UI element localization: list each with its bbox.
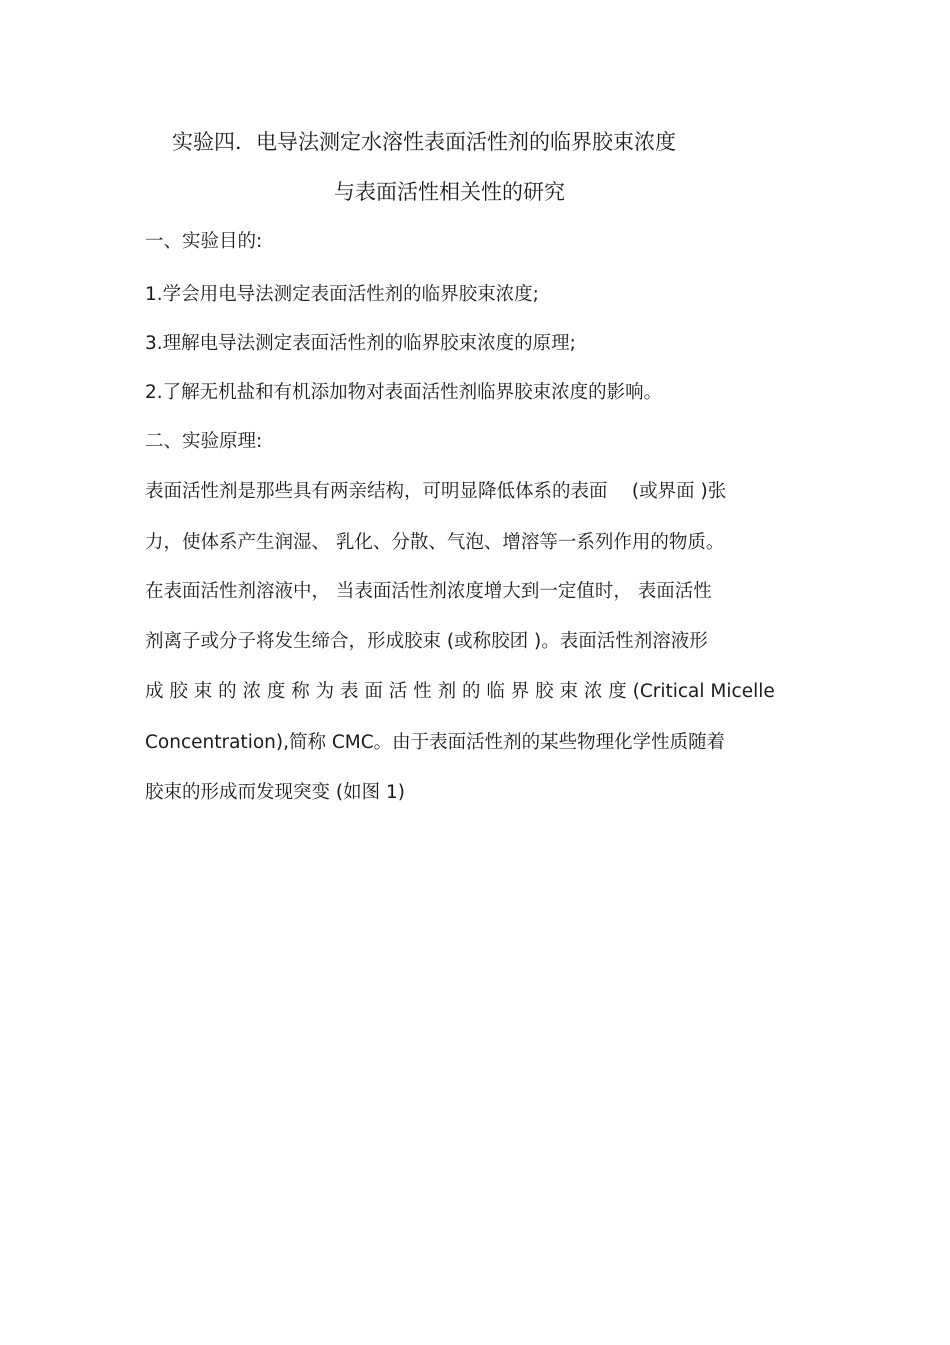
principle-line-5: 成 胶 束 的 浓 度 称 为 表 面 活 性 剂 的 临 界 胶 束 浓 度 (Critical Micelle: [145, 681, 775, 702]
section-heading-principle: 二、实验原理:: [145, 431, 263, 452]
document-title-line-2: 与表面活性相关性的研究: [334, 180, 565, 204]
document-title-line-1: 实验四．电导法测定水溶性表面活性剂的临界胶束浓度: [172, 130, 676, 154]
principle-line-3: 在表面活性剂溶液中， 当表面活性剂浓度增大到一定值时， 表面活性: [145, 581, 712, 602]
principle-line-1: 表面活性剂是那些具有两亲结构，可明显降低体系的表面 (或界面 )张: [145, 481, 727, 502]
principle-line-7: 胶束的形成而发现突变 (如图 1): [145, 782, 405, 803]
principle-line-6: Concentration),简称 CMC。由于表面活性剂的某些物理化学性质随着: [145, 732, 726, 753]
section-heading-objectives: 一、实验目的:: [145, 231, 263, 252]
principle-line-2: 力，使体系产生润湿、 乳化、分散、气泡、增溶等一系列作用的物质。: [145, 532, 725, 553]
principle-line-4: 剂离子或分子将发生缔合，形成胶束 (或称胶团 )。表面活性剂溶液形: [145, 631, 708, 652]
objective-item-3: 2.了解无机盐和有机添加物对表面活性剂临界胶束浓度的影响。: [145, 382, 663, 403]
objective-item-2: 3.理解电导法测定表面活性剂的临界胶束浓度的原理;: [145, 333, 576, 354]
objective-item-1: 1.学会用电导法测定表面活性剂的临界胶束浓度;: [145, 284, 539, 305]
